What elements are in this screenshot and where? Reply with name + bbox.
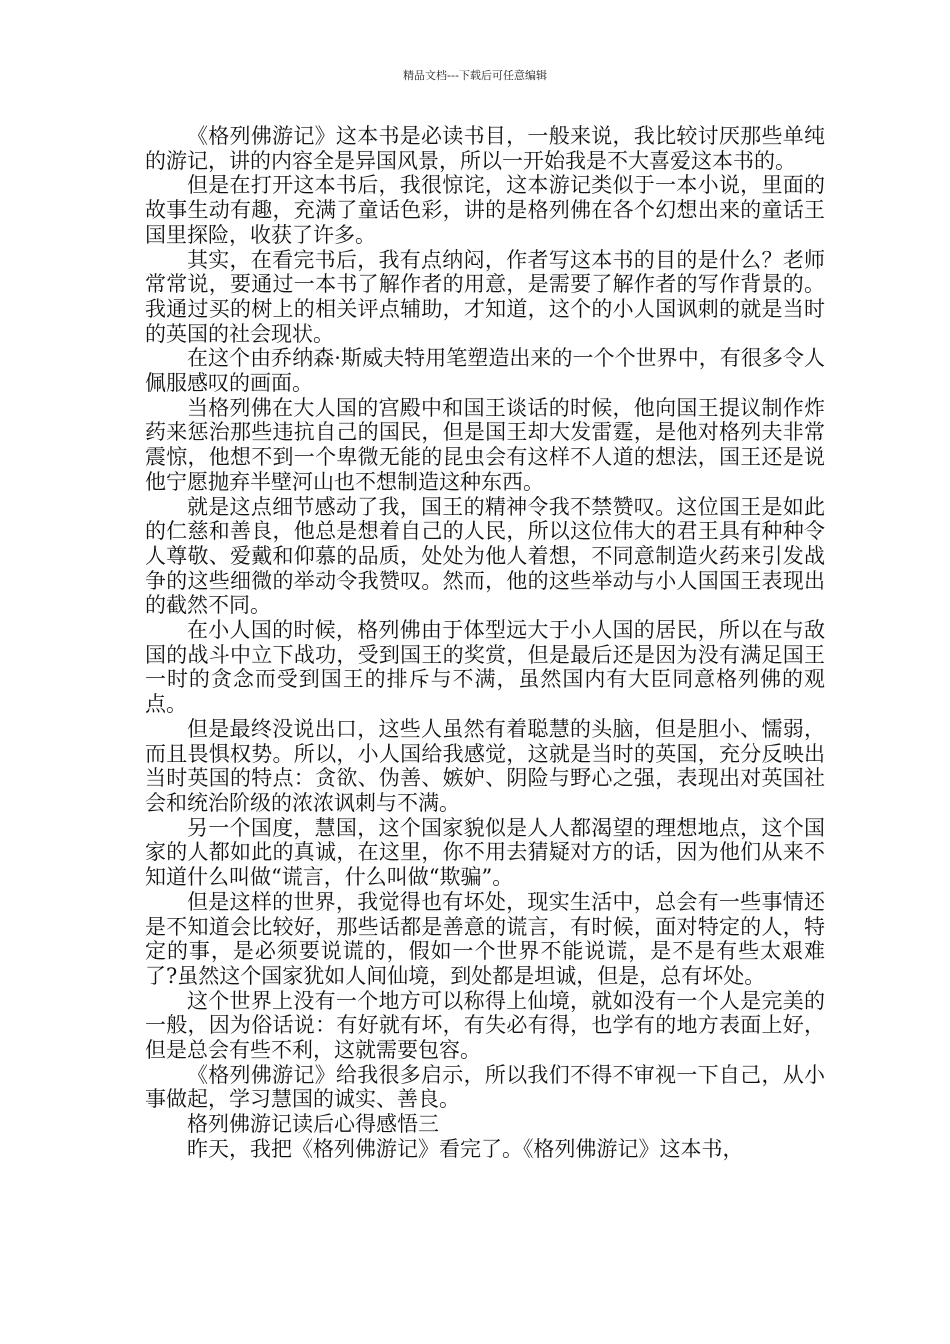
- paragraph: 但是这样的世界，我觉得也有坏处，现实生活中，总会有一些事情还是不知道会比较好，那些话都是善意的谎言，有时候，面对特定的人，特定的事，是必须要说谎的，假如一个世界不能说谎，是不是有些太艰难了?虽然这个国家犹如人间仙境，到处都是坦诚，但是，总有坏处。: [145, 889, 825, 988]
- paragraph: 但是最终没说出口，这些人虽然有着聪慧的头脑，但是胆小、懦弱，而且畏惧权势。所以，小人国给我感觉，这就是当时的英国，充分反映出当时英国的特点：贪欲、伪善、嫉妒、阴险与野心之强，表现出对英国社会和统治阶级的浓浓讽刺与不满。: [145, 716, 825, 815]
- paragraph: 在小人国的时候，格列佛由于体型远大于小人国的居民，所以在与敌国的战斗中立下战功，受到国王的奖赏，但是最后还是因为没有满足国王一时的贪念而受到国王的排斥与不满，虽然国内有大臣同意格列佛的观点。: [145, 618, 825, 717]
- paragraph: 其实，在看完书后，我有点纳闷，作者写这本书的目的是什么？老师常常说，要通过一本书了解作者的用意，是需要了解作者的写作背景的。我通过买的树上的相关评点辅助，才知道，这个的小人国讽刺的就是当时的英国的社会现状。: [145, 247, 825, 346]
- paragraph: 就是这点细节感动了我，国王的精神令我不禁赞叹。这位国王是如此的仁慈和善良，他总是想着自己的人民，所以这位伟大的君王具有种种令人尊敬、爱戴和仰慕的品质，处处为他人着想，不同意制造火药来引发战争的这些细微的举动令我赞叹。然而，他的这些举动与小人国国王表现出的截然不同。: [145, 494, 825, 618]
- paragraph: 在这个由乔纳森·斯威夫特用笔塑造出来的一个个世界中，有很多令人佩服感叹的画面。: [145, 346, 825, 396]
- document-body: [145, 124, 825, 1162]
- paragraph: 另一个国度，慧国，这个国家貌似是人人都渴望的理想地点，这个国家的人都如此的真诚，在这里，你不用去猜疑对方的话，因为他们从来不知道什么叫做“谎言，什么叫做“欺骗”。: [145, 815, 825, 890]
- paragraph: 《格列佛游记》给我很多启示，所以我们不得不审视一下自己，从小事做起，学习慧国的诚实、善良。: [145, 1062, 825, 1112]
- paragraph: 这个世界上没有一个地方可以称得上仙境，就如没有一个人是完美的一般，因为俗话说：有好就有坏，有失必有得，也学有的地方表面上好，但是总会有些不利，这就需要包容。: [145, 988, 825, 1063]
- paragraph: 《格列佛游记》这本书是必读书目，一般来说，我比较讨厌那些单纯的游记，讲的内容全是异国风景，所以一开始我是不大喜爱这本书的。: [145, 124, 825, 173]
- paragraph: 但是在打开这本书后，我很惊诧，这本游记类似于一本小说，里面的故事生动有趣，充满了童话色彩，讲的是格列佛在各个幻想出来的童话王国里探险，收获了许多。: [145, 173, 825, 247]
- paragraph: 昨天，我把《格列佛游记》看完了。《格列佛游记》这本书，: [187, 1136, 744, 1161]
- section-heading: 格列佛游记读后心得感悟三: [187, 1112, 439, 1137]
- paragraph: 当格列佛在大人国的宫殿中和国王谈话的时候，他向国王提议制作炸药来惩治那些违抗自己的国民，但是国王却大发雷霆，是他对格列夫非常震惊，他想不到一个卑微无能的昆虫会有这样不人道的想法，国王还是说他宁愿抛弃半壁河山也不想制造这种东西。: [145, 395, 825, 494]
- page-header: 精品文档---下载后可任意编辑: [403, 69, 547, 82]
